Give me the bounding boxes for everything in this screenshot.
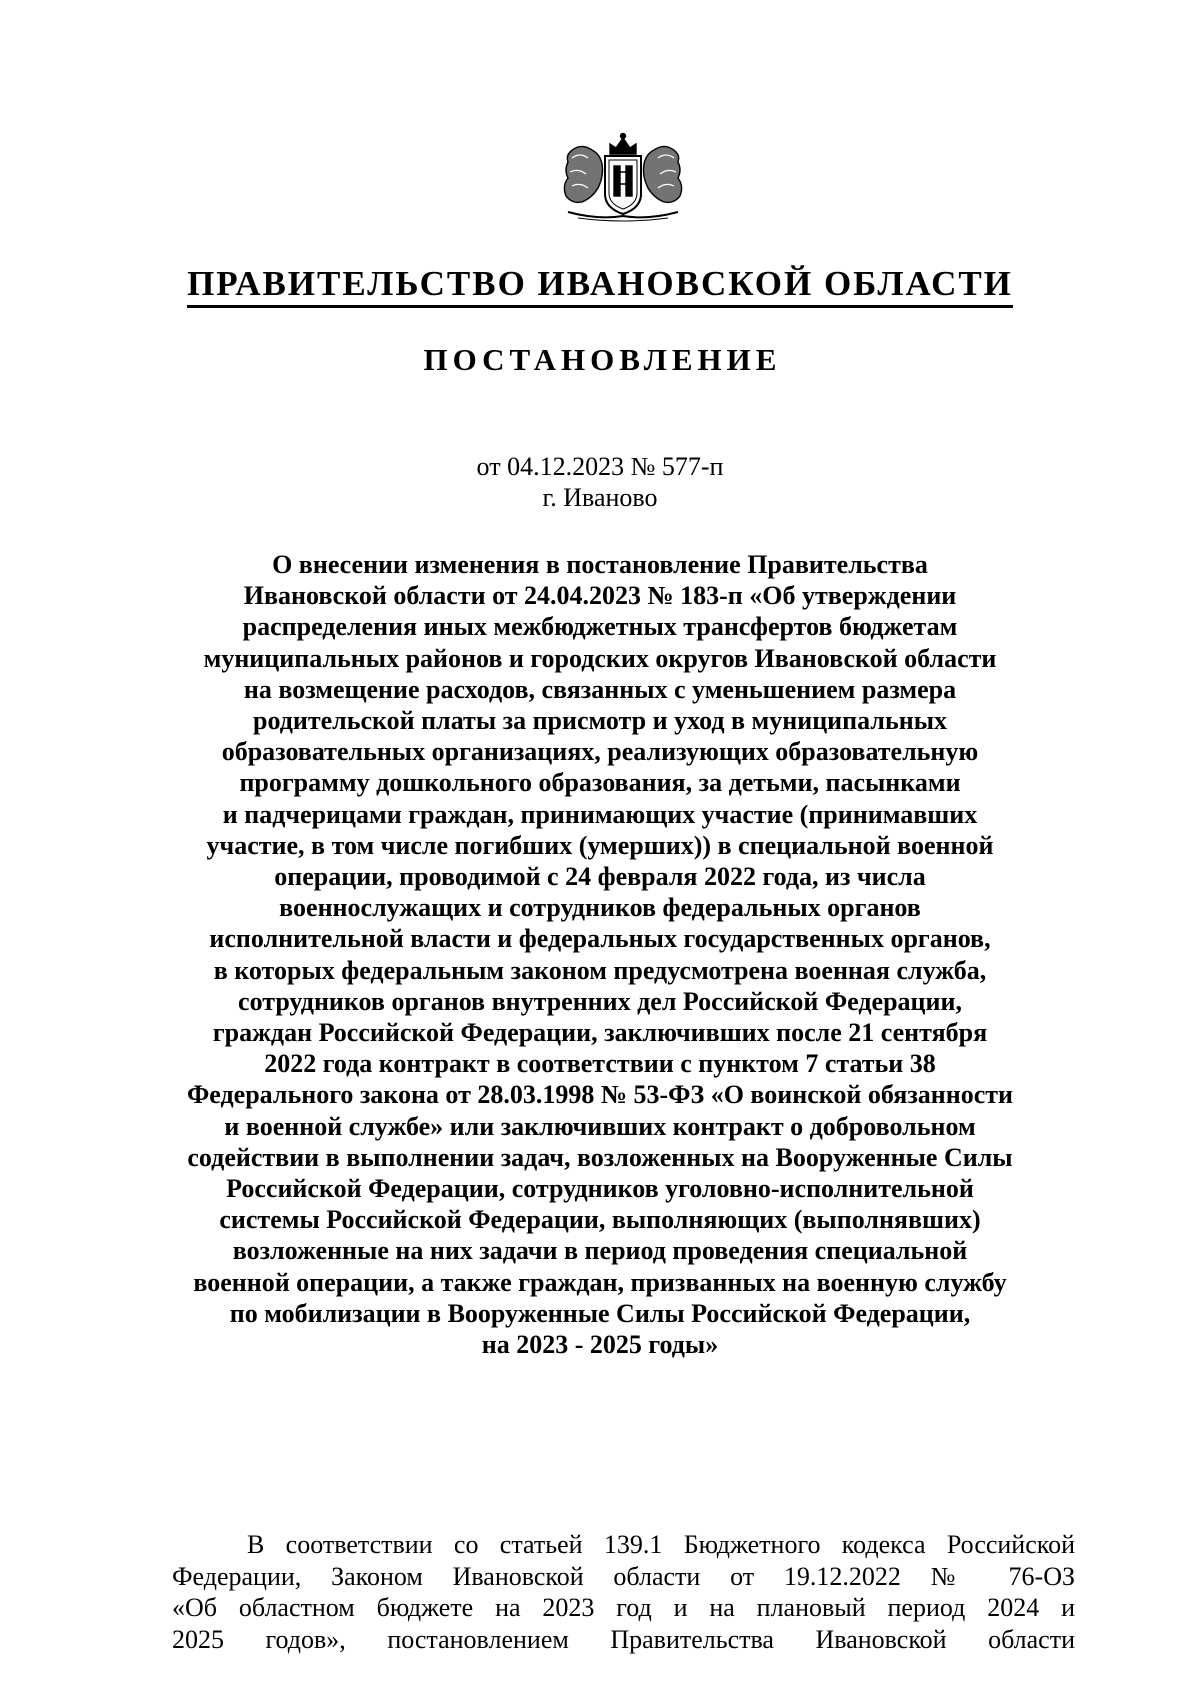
heading-line: О внесении изменения в постановление Правительства (272, 550, 928, 579)
heading-line: родительской платы за присмотр и уход в муниципальных (253, 706, 947, 736)
body-line: В соответствии со статьей 139.1 Бюджетного кодекса Российской (247, 1530, 1075, 1559)
heading-line: распределения иных межбюджетных трансфертов бюджетам (242, 612, 958, 642)
heading-line: возложенные на них задачи в период проведения специальной (232, 1236, 968, 1266)
heading-line: операции, проводимой с 24 февраля 2022 года, из числа (274, 862, 926, 892)
body-line: 2025 годов», постановлением Правительства Ивановской области (172, 1624, 1075, 1654)
resolution-heading (150, 549, 1050, 1360)
heading-line: на возмещение расходов, связанных с уменьшением размера (243, 674, 957, 704)
heading-line: на 2023 - 2025 годы» (481, 1330, 719, 1360)
heading-line: по мобилизации в Вооруженные Силы Российской Федерации, (229, 1298, 971, 1328)
heading-line: образовательных организациях, реализующих образовательную (221, 737, 979, 767)
heading-line: содействии в выполнении задач, возложенных на Вооруженные Силы (187, 1142, 1013, 1172)
heading-line: граждан Российской Федерации, заключивших после 21 сентября (212, 1018, 988, 1048)
heading-line: муниципальных районов и городских округов Ивановской области (203, 643, 997, 673)
heading-line: исполнительной власти и федеральных государственных органов, (209, 924, 991, 954)
document-city: г. Иваново (542, 483, 658, 512)
body-line: «Об областном бюджете на 2023 год и на плановый период 2024 и (172, 1593, 1075, 1622)
heading-line: военной операции, а также граждан, призванных на военную службу (193, 1267, 1007, 1297)
heading-line: системы Российской Федерации, выполняющих (выполнявших) (219, 1205, 981, 1235)
government-title (0, 262, 1200, 306)
coat-of-arms-icon (558, 132, 688, 224)
heading-line: и военной службе» или заключивших контракт о добровольном (224, 1111, 976, 1141)
heading-line: в которых федеральным законом предусмотрена военная служба, (213, 955, 987, 985)
document-date-number: от 04.12.2023 № 577-п (476, 452, 724, 481)
heading-line: военнослужащих и сотрудников федеральных органов (279, 893, 921, 923)
heading-line: и падчерицами граждан, принимающих участие (принимавших (222, 799, 978, 829)
heading-line: сотрудников органов внутренних дел Российской Федерации, (238, 986, 962, 1016)
heading-line: Федерального закона от 28.03.1998 № 53-ФЗ «О воинской обязанности (186, 1080, 1014, 1110)
government-title-text: ПРАВИТЕЛЬСТВО ИВАНОВСКОЙ ОБЛАСТИ (187, 264, 1013, 308)
heading-line: Российской Федерации, сотрудников уголовно-исполнительной (226, 1174, 974, 1204)
heading-line: участие, в том числе погибших (умерших)) в специальной военной (206, 830, 994, 860)
body-line: Федерации, Законом Ивановской области от 19.12.2022 № 76-ОЗ (172, 1561, 1075, 1591)
heading-line: Ивановской области от 24.04.2023 № 183-п «Об утверждении (243, 581, 957, 611)
heading-line: 2022 года контракт в соответствии с пунктом 7 статьи 38 (264, 1049, 936, 1079)
document-type: ПОСТАНОВЛЕНИЕ (423, 342, 782, 377)
body-paragraph (172, 1529, 1075, 1655)
heading-line: программу дошкольного образования, за детьми, пасынками (239, 768, 961, 798)
